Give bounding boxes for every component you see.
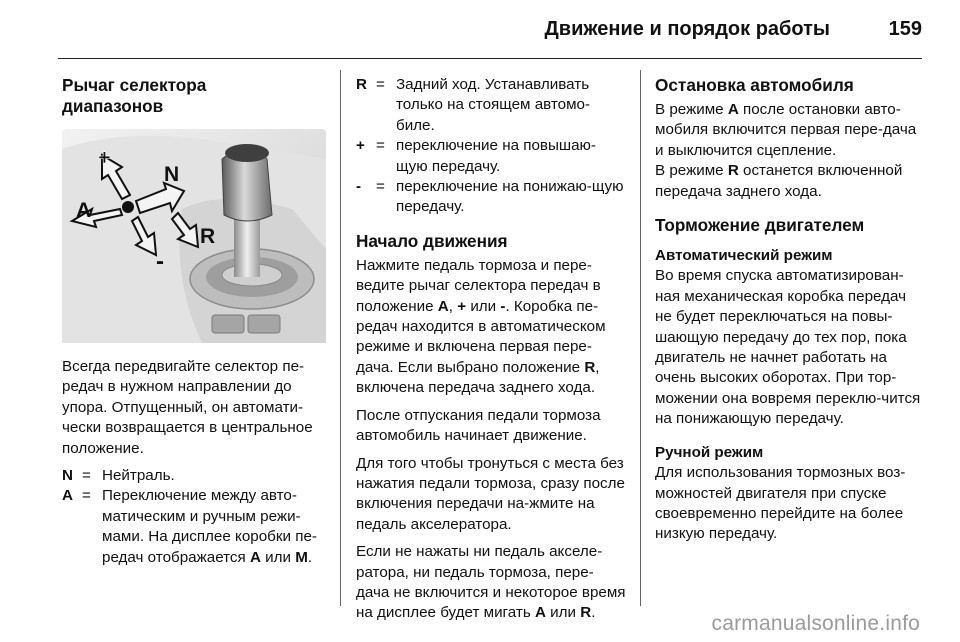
def-eq: = (82, 487, 91, 505)
auto-mode-paragraph: Во время спуска автоматизирован-ная механическая коробка передач не будет переключаться на повы-шающую передачу до тех пор, пока двигатель не начнет работать на очень высоких оборотах. При тор-можении она вовремя переклю-чится на понижающую передачу. (655, 267, 921, 428)
heading-line-1: Рычаг селектора (62, 75, 207, 95)
text-run: или (260, 548, 296, 566)
text-run: , включена передача заднего хода. (356, 358, 600, 397)
gear-selector-drawing (62, 129, 326, 343)
label-a: A (76, 199, 92, 222)
text-run: Если не нажаты ни педаль акселе-ратора, ни педаль тормоза, пере-дача не включится и некоторое время на дисплее будет мигать (356, 543, 626, 622)
page-number: 159 (888, 18, 922, 40)
bold-run: A (534, 604, 546, 622)
bold-run: R (584, 358, 596, 376)
bold-run: A (249, 548, 261, 566)
manual-mode-paragraph: Для использования тормозных воз-можностей двигателя при спуске своевременно перейдите на более низкую передачу. (655, 464, 906, 543)
column-2 (356, 75, 626, 631)
def-key: + (356, 137, 365, 155)
text-run: . (307, 548, 313, 566)
def-key: A (62, 487, 73, 505)
start-paragraph-4 (356, 542, 626, 624)
subheading-auto-mode: Автоматический режим (655, 247, 833, 265)
section-heading-engine-braking: Торможение двигателем (655, 215, 865, 236)
text-run: после остановки авто-мобиля включится первая пере-дача и выключится сцепление. (655, 101, 917, 159)
section-heading-stop: Остановка автомобиля (655, 75, 854, 95)
label-minus: - (156, 248, 164, 275)
column-3 (655, 75, 925, 552)
heading-line-2: диапазонов (62, 96, 164, 116)
def-n (62, 466, 330, 486)
header-title: Движение и порядок работы (544, 18, 830, 40)
def-eq: = (376, 76, 385, 93)
intro-paragraph: Всегда передвигайте селектор пе-редач в нужном направлении до упора. Отпущенный, он автомати-чески возвращается в центральное положение. (62, 358, 313, 457)
button-right (248, 315, 280, 333)
subheading-manual-mode: Ручной режим (655, 443, 764, 461)
text-run: , (448, 297, 458, 315)
text-run: или (466, 297, 501, 315)
def-key: - (356, 178, 362, 196)
def-text: Нейтраль. (102, 467, 175, 485)
def-text: переключение на понижаю-щую передачу. (396, 178, 624, 216)
def-eq: = (82, 467, 91, 485)
text-run: . Коробка пе-редач находится в автоматическом режиме и включена первая пере-дача. Если выбрано положение (356, 297, 606, 376)
text-run: В режиме (655, 162, 728, 180)
definitions-list-2 (356, 75, 626, 218)
text-run: Нажмите педаль тормоза и пере-ведите рычаг селектора передач в положение (356, 256, 601, 315)
start-paragraph-1 (356, 256, 626, 399)
text-run: останется включенной передача заднего хода. (655, 162, 903, 200)
start-paragraph-2: После отпускания педали тормоза автомобиль начинает движение. (356, 406, 601, 445)
center-dot (122, 201, 134, 213)
bold-run: A (727, 101, 739, 118)
text-run: В режиме (655, 101, 728, 118)
def-text: Задний ход. Устанавливать только на стоящем автомо-биле. (396, 76, 591, 134)
def-a (62, 486, 330, 568)
page-header (58, 0, 922, 58)
def-text (102, 486, 330, 568)
column-divider-1 (340, 70, 341, 606)
column-1 (62, 75, 330, 575)
gear-selector-illustration (62, 129, 326, 343)
def-eq: = (376, 178, 385, 196)
def-eq: = (376, 137, 385, 155)
bold-run: M (295, 548, 308, 566)
text-run: Переключение между авто-матическим и ручным режи-мами. На дисплее коробки пе-редач отображается (102, 487, 317, 566)
button-left (212, 315, 244, 333)
def-plus (356, 136, 626, 177)
section-heading-selector (62, 75, 330, 117)
def-key: R (356, 76, 367, 93)
text-run: . (591, 604, 596, 622)
start-paragraph-3: Для того чтобы тронуться с места без нажатия педали тормоза, сразу после включения передачи на-жмите на педаль акселератора. (356, 454, 625, 533)
def-r (356, 75, 626, 136)
column-divider-2 (640, 70, 641, 606)
def-text: переключение на повышаю-щую передачу. (396, 137, 596, 175)
def-minus (356, 177, 626, 218)
knob-top (225, 144, 269, 162)
bold-run: + (457, 297, 467, 315)
watermark: carmanualsonline.info (711, 612, 920, 635)
def-key: N (62, 467, 73, 485)
label-n: N (164, 163, 180, 186)
bold-run: R (580, 604, 592, 622)
label-plus: + (98, 145, 111, 170)
label-r: R (200, 225, 216, 248)
bold-run: - (500, 297, 506, 315)
stop-paragraph-2 (655, 161, 925, 202)
definitions-list-1 (62, 466, 330, 568)
bold-run: A (437, 297, 449, 315)
section-heading-start: Начало движения (356, 230, 508, 251)
text-run: или (545, 604, 581, 622)
stop-paragraph-1 (655, 100, 925, 161)
bold-run: R (727, 162, 739, 180)
header-rule (58, 58, 922, 59)
